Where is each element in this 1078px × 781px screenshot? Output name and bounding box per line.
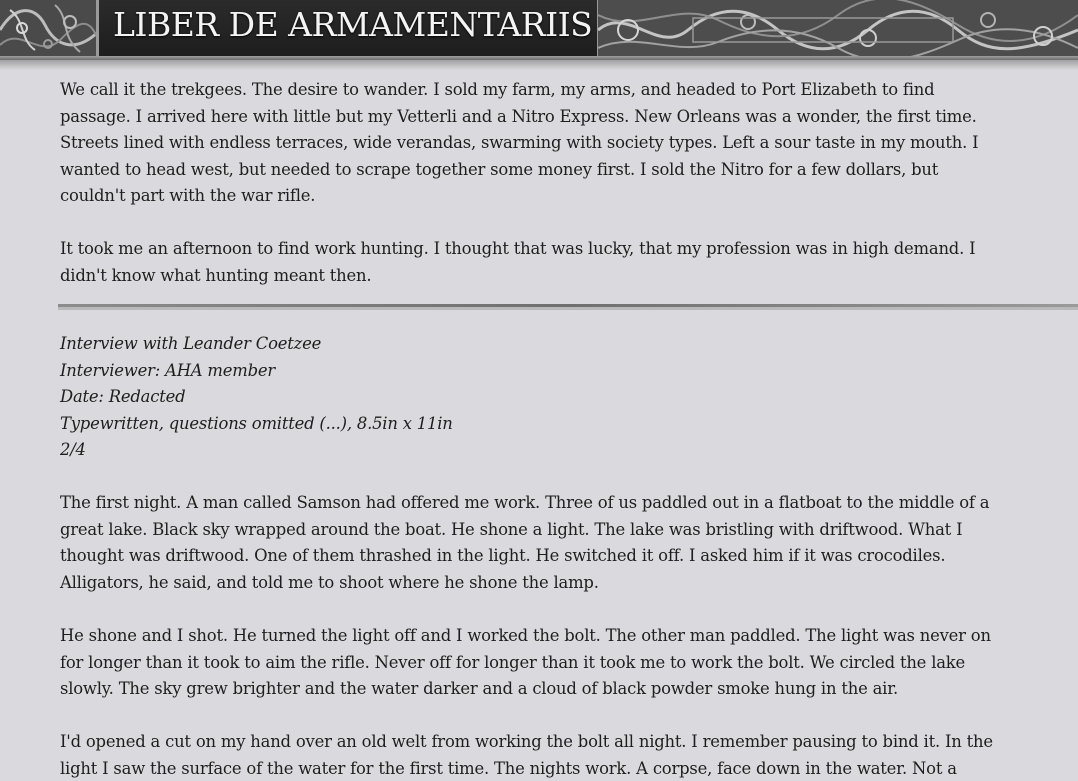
text-line: thought was driftwood. One of them thrashed in the light. He switched it off. I asked him if it was crocodiles. xyxy=(60,546,946,565)
meta-interviewer: Interviewer: AHA member xyxy=(60,360,276,380)
story-paragraph xyxy=(60,729,1072,781)
intro-section-2 xyxy=(60,236,1072,289)
story-section-3 xyxy=(60,729,1072,781)
text-line: couldn't part with the war rifle. xyxy=(60,186,316,205)
meta-page: 2/4 xyxy=(60,440,86,459)
text-line: for longer than it took to aim the rifle. Never off for longer than it took me to work the bolt. We circled the lake xyxy=(60,652,966,672)
intro-paragraph xyxy=(60,77,1072,210)
text-line: The first night. A man called Samson had offered me work. Three of us paddled out in a flatboat to the middle of a xyxy=(60,493,990,512)
intro-paragraph xyxy=(60,236,1072,289)
story-paragraph xyxy=(60,490,1072,596)
meta-block xyxy=(60,331,1072,464)
text-line: I'd opened a cut on my hand over an old welt from working the bolt all night. I remember pausing to bind it. In the xyxy=(60,732,993,751)
text-line: Streets lined with endless terraces, wide verandas, swarming with society types. Left a sour taste in my mouth. I xyxy=(60,133,979,152)
text-line: He shone and I shot. He turned the light off and I worked the bolt. The other man paddled. The light was never on xyxy=(60,626,991,645)
text-line: light I saw the surface of the water for the first time. The nights work. A corpse, face down in the water. Not a xyxy=(60,758,957,778)
title-plate xyxy=(96,0,600,56)
meta-date: Date: Redacted xyxy=(60,387,186,406)
header-banner xyxy=(0,0,1078,60)
text-line: didn't know what hunting meant then. xyxy=(60,265,372,285)
meta-title: Interview with Leander Coetzee xyxy=(60,334,322,353)
text-line: We call it the trekgees. The desire to wander. I sold my farm, my arms, and headed to Port Elizabeth to find xyxy=(60,80,935,99)
document-meta xyxy=(60,331,1072,464)
text-line: Alligators, he said, and told me to shoot where he shone the lamp. xyxy=(60,572,599,592)
header-shadow xyxy=(0,60,1078,70)
filigree-ornament-left xyxy=(0,0,100,60)
meta-format: Typewritten, questions omitted (...), 8.5in x 11in xyxy=(60,413,453,433)
text-line: slowly. The sky grew brighter and the water darker and a cloud of black powder smoke hung in the air. xyxy=(60,679,899,698)
text-line: passage. I arrived here with little but my Vetterli and a Nitro Express. New Orleans was a wonder, the first time. xyxy=(60,106,977,126)
section-divider xyxy=(58,302,1078,312)
story-paragraph xyxy=(60,623,1072,703)
story-section-1 xyxy=(60,490,1072,596)
text-line: great lake. Black sky wrapped around the boat. He shone a light. The lake was bristling with driftwood. What I xyxy=(60,519,963,539)
filigree-ornament-right xyxy=(598,0,1078,60)
text-line: It took me an afternoon to find work hunting. I thought that was lucky, that my profession was in high demand. I xyxy=(60,239,976,258)
text-line: wanted to head west, but needed to scrape together some money first. I sold the Nitro for a few dollars, but xyxy=(60,159,939,179)
story-section-2 xyxy=(60,623,1072,703)
intro-section xyxy=(60,77,1072,210)
page-title: LIBER DE ARMAMENTARIIS xyxy=(113,5,593,44)
